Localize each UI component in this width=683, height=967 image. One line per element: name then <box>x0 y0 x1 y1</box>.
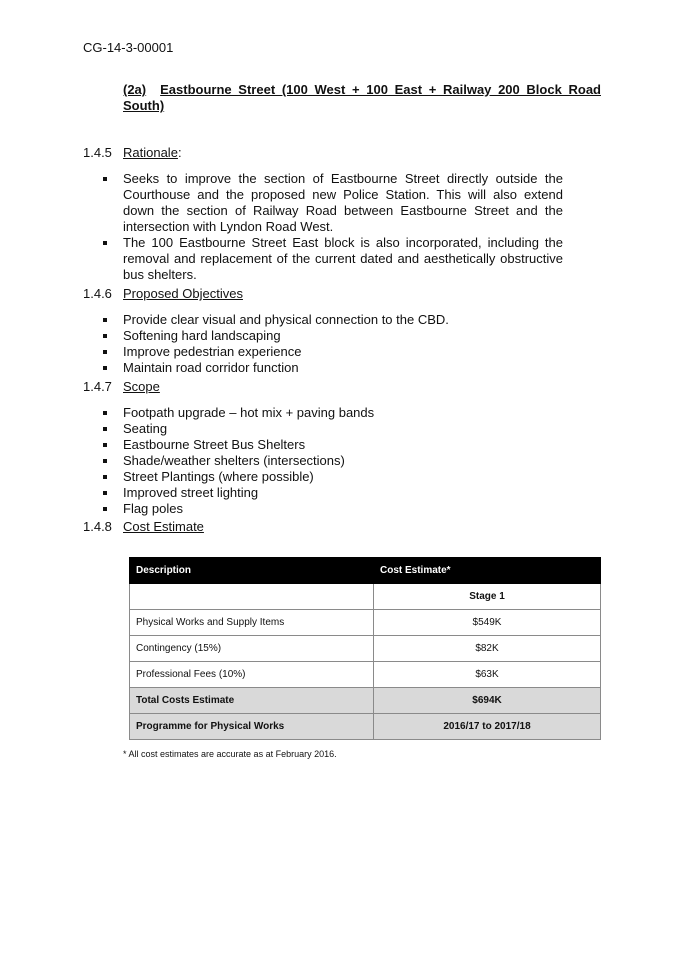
footnote: * All cost estimates are accurate as at February 2016. <box>123 749 337 759</box>
list-item: Footpath upgrade – hot mix + paving bands <box>83 405 603 421</box>
section-title-suffix: : <box>177 145 182 160</box>
table-cell: Physical Works and Supply Items <box>130 610 374 636</box>
table-cell: Total Costs Estimate <box>130 688 374 714</box>
cost-table <box>129 557 601 740</box>
heading-tag: (2a) <box>123 82 147 97</box>
list-item: Street Plantings (where possible) <box>83 469 603 485</box>
table-cell: Programme for Physical Works <box>130 714 374 740</box>
table-cell: Contingency (15%) <box>130 636 374 662</box>
heading-title: Eastbourne Street (100 West + 100 East + Railway 200 Block Road South) <box>123 82 601 113</box>
section-scope <box>83 379 603 517</box>
list-item: The 100 Eastbourne Street East block is also incorporated, including the removal and replacement of the current dated and aesthetically obstructive bus shelters. <box>83 235 563 283</box>
section-rationale <box>83 145 603 283</box>
section-title: Scope <box>123 379 160 394</box>
list-item: Eastbourne Street Bus Shelters <box>83 437 603 453</box>
column-header-description: Description <box>130 558 374 584</box>
stage-label: Stage 1 <box>374 584 601 610</box>
table-row <box>130 610 601 636</box>
table-cell: $694K <box>374 688 601 714</box>
table-cell: Professional Fees (10%) <box>130 662 374 688</box>
table-cell: $82K <box>374 636 601 662</box>
section-title: Proposed Objectives <box>123 286 243 301</box>
section-number: 1.4.6 <box>83 286 112 301</box>
table-cell: $549K <box>374 610 601 636</box>
list-item: Shade/weather shelters (intersections) <box>83 453 603 469</box>
list-item: Maintain road corridor function <box>83 360 603 376</box>
column-header-cost: Cost Estimate* <box>374 558 601 584</box>
table-row-stage <box>130 584 601 610</box>
section-heading <box>123 82 601 114</box>
table-cell <box>130 584 374 610</box>
document-id: CG-14-3-00001 <box>83 40 174 55</box>
section-number: 1.4.7 <box>83 379 112 394</box>
list-item: Flag poles <box>83 501 603 517</box>
section-number: 1.4.5 <box>83 145 112 160</box>
table-row-total <box>130 688 601 714</box>
list-item: Softening hard landscaping <box>83 328 603 344</box>
section-objectives <box>83 286 603 376</box>
table-header-row <box>130 558 601 584</box>
table-row-programme <box>130 714 601 740</box>
list-item: Provide clear visual and physical connection to the CBD. <box>83 312 603 328</box>
table-row <box>130 636 601 662</box>
table-cell: 2016/17 to 2017/18 <box>374 714 601 740</box>
section-title: Rationale <box>123 145 178 160</box>
list-item: Seeks to improve the section of Eastbourne Street directly outside the Courthouse and the proposed new Police Station. This will also extend down the section of Railway Road between Eastbourne Street and the intersection with Lyndon Road West. <box>83 171 563 235</box>
list-item: Improved street lighting <box>83 485 603 501</box>
section-number: 1.4.8 <box>83 519 112 534</box>
table-cell: $63K <box>374 662 601 688</box>
section-title: Cost Estimate <box>123 519 204 534</box>
list-item: Improve pedestrian experience <box>83 344 603 360</box>
table-row <box>130 662 601 688</box>
section-cost-estimate <box>83 519 603 545</box>
list-item: Seating <box>83 421 603 437</box>
